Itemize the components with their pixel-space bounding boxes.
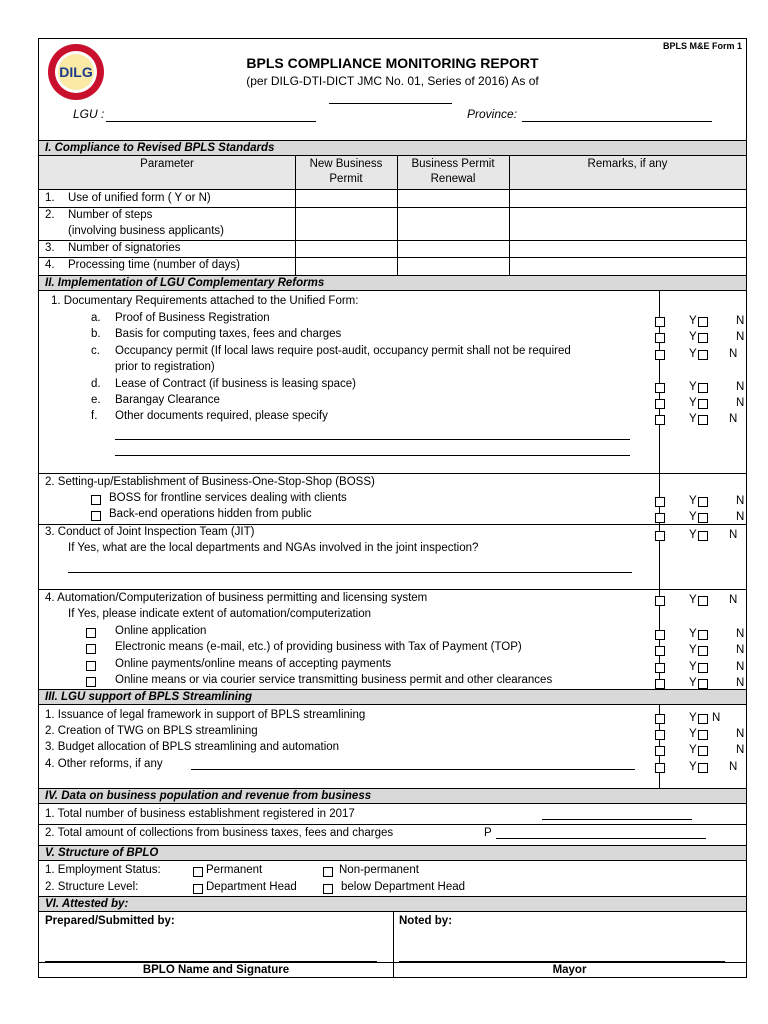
no-checkbox[interactable] <box>698 531 708 541</box>
option-below-department-head: below Department Head <box>341 881 466 893</box>
yes-label: Y <box>689 315 697 327</box>
bplo-name-signature: BPLO Name and Signature <box>142 964 290 976</box>
no-label: N <box>729 348 738 360</box>
yes-checkbox[interactable] <box>655 333 665 343</box>
no-label: N <box>736 728 745 740</box>
yes-checkbox[interactable] <box>655 415 665 425</box>
noted-by-label: Noted by: <box>399 915 453 927</box>
yes-label: Y <box>689 511 697 523</box>
no-label: N <box>736 744 745 756</box>
compliance-form <box>38 38 747 978</box>
sub-letter: f. <box>91 410 98 422</box>
item-automation: 4. Automation/Computerization of business permitting and licensing system <box>45 592 428 604</box>
no-label: N <box>736 677 745 689</box>
no-label: N <box>736 495 745 507</box>
item-jit: 3. Conduct of Joint Inspection Team (JIT) <box>45 526 255 538</box>
divider <box>509 156 510 275</box>
req-proof-of-registration: Proof of Business Registration <box>115 312 270 324</box>
no-label: N <box>736 331 745 343</box>
section-1-title: I. Compliance to Revised BPLS Standards <box>39 140 746 156</box>
req-lease-contract: Lease of Contract (if business is leasing space) <box>115 378 356 390</box>
no-checkbox[interactable] <box>698 497 708 507</box>
req-basis-for-taxes: Basis for computing taxes, fees and charges <box>115 328 342 340</box>
lgu-field[interactable] <box>106 121 316 122</box>
support-legal-framework: 1. Issuance of legal framework in support of BPLS streamlining <box>45 709 366 721</box>
no-checkbox[interactable] <box>698 763 708 773</box>
col-new-business-permit: New Business Permit <box>309 158 383 185</box>
yes-label: Y <box>689 413 697 425</box>
yes-label: Y <box>689 728 697 740</box>
boss-frontline: BOSS for frontline services dealing with clients <box>109 492 347 504</box>
form-number: BPLS M&E Form 1 <box>662 41 742 51</box>
no-label: N <box>729 413 738 425</box>
checkbox[interactable] <box>91 511 101 521</box>
no-label: N <box>712 712 721 724</box>
checkbox[interactable] <box>86 628 96 638</box>
yes-label: Y <box>689 529 697 541</box>
lgu-label: LGU : <box>73 107 105 121</box>
no-checkbox[interactable] <box>698 399 708 409</box>
option-department-head: Department Head <box>206 881 297 893</box>
checkbox-non-permanent[interactable] <box>323 867 333 877</box>
yes-checkbox[interactable] <box>655 531 665 541</box>
total-collections-field[interactable] <box>496 838 706 839</box>
total-collections: 2. Total amount of collections from business taxes, fees and charges <box>45 827 394 839</box>
row-num: 3. <box>45 242 55 254</box>
section-4-title: IV. Data on business population and revenue from business <box>39 788 746 804</box>
item-boss: 2. Setting-up/Establishment of Business-One-Stop-Shop (BOSS) <box>45 476 375 488</box>
no-checkbox[interactable] <box>698 317 708 327</box>
no-label: N <box>736 397 745 409</box>
as-of-field[interactable] <box>329 103 452 104</box>
section-3-title: III. LGU support of BPLS Streamlining <box>39 689 746 705</box>
mayor-label: Mayor <box>552 964 587 976</box>
yes-checkbox[interactable] <box>655 714 665 724</box>
dilg-logo <box>47 43 105 101</box>
no-checkbox[interactable] <box>698 350 708 360</box>
no-checkbox[interactable] <box>698 333 708 343</box>
yes-label: Y <box>689 712 697 724</box>
yes-checkbox[interactable] <box>655 596 665 606</box>
yes-label: Y <box>689 628 697 640</box>
row-num: 4. <box>45 259 55 271</box>
yes-checkbox[interactable] <box>655 763 665 773</box>
req-occupancy-permit: Occupancy permit (If local laws require post-audit, occupancy permit shall not be required <box>115 345 571 357</box>
col-remarks: Remarks, if any <box>587 158 668 170</box>
sub-letter: c. <box>91 345 100 357</box>
divider <box>39 589 746 590</box>
checkbox[interactable] <box>86 644 96 654</box>
yes-label: Y <box>689 761 697 773</box>
other-documents-field[interactable] <box>115 439 630 440</box>
yes-label: Y <box>689 594 697 606</box>
no-checkbox[interactable] <box>698 596 708 606</box>
no-label: N <box>736 661 745 673</box>
yes-checkbox[interactable] <box>655 497 665 507</box>
no-checkbox[interactable] <box>698 630 708 640</box>
support-budget: 3. Budget allocation of BPLS streamlining and automation <box>45 741 340 753</box>
no-label: N <box>729 594 738 606</box>
yes-checkbox[interactable] <box>655 399 665 409</box>
option-permanent: Permanent <box>206 864 263 876</box>
no-checkbox[interactable] <box>698 646 708 656</box>
yes-label: Y <box>689 744 697 756</box>
no-label: N <box>729 529 738 541</box>
checkbox-permanent[interactable] <box>193 867 203 877</box>
structure-level-label: 2. Structure Level: <box>45 881 139 893</box>
divider <box>295 156 296 275</box>
no-checkbox[interactable] <box>698 679 708 689</box>
yes-checkbox[interactable] <box>655 317 665 327</box>
row-num: 2. <box>45 209 55 221</box>
other-reforms-field[interactable] <box>191 769 635 770</box>
option-non-permanent: Non-permanent <box>339 864 419 876</box>
item-documentary-requirements: 1. Documentary Requirements attached to the Unified Form: <box>51 295 359 307</box>
yes-label: Y <box>689 397 697 409</box>
no-checkbox[interactable] <box>698 513 708 523</box>
province-label: Province: <box>467 107 518 121</box>
yes-checkbox[interactable] <box>655 513 665 523</box>
divider <box>39 189 746 190</box>
yes-label: Y <box>689 495 697 507</box>
yes-checkbox[interactable] <box>655 663 665 673</box>
no-label: N <box>729 761 738 773</box>
yes-checkbox[interactable] <box>655 383 665 393</box>
yes-checkbox[interactable] <box>655 746 665 756</box>
req-occupancy-permit-note: prior to registration) <box>115 361 215 373</box>
sub-letter: e. <box>91 394 101 406</box>
total-establishments-field[interactable] <box>542 819 692 820</box>
no-label: N <box>736 511 745 523</box>
yes-label: Y <box>689 661 697 673</box>
yes-checkbox[interactable] <box>655 730 665 740</box>
row-unified-form: Use of unified form ( Y or N) <box>68 192 211 204</box>
yes-label: Y <box>689 331 697 343</box>
auto-online-application: Online application <box>115 625 207 637</box>
no-label: N <box>736 628 745 640</box>
section-6-title: VI. Attested by: <box>39 896 746 912</box>
prepared-by-label: Prepared/Submitted by: <box>45 915 175 927</box>
auto-courier-permit: Online means or via courier service transmitting business permit and other clearances <box>115 674 553 686</box>
checkbox-department-head[interactable] <box>193 884 203 894</box>
no-label: N <box>736 315 745 327</box>
support-twg: 2. Creation of TWG on BPLS streamlining <box>45 725 258 737</box>
no-checkbox[interactable] <box>698 730 708 740</box>
auto-online-payments: Online payments/online means of accepting payments <box>115 658 392 670</box>
divider <box>39 824 746 825</box>
no-checkbox[interactable] <box>698 383 708 393</box>
yes-checkbox[interactable] <box>655 630 665 640</box>
req-other-documents: Other documents required, please specify <box>115 410 328 422</box>
checkbox[interactable] <box>86 677 96 687</box>
row-number-of-steps-note: (involving business applicants) <box>68 225 224 237</box>
automation-question: If Yes, please indicate extent of automation/computerization <box>68 608 372 620</box>
no-checkbox[interactable] <box>698 746 708 756</box>
divider <box>39 473 746 474</box>
col-business-permit-renewal: Business Permit Renewal <box>411 158 495 185</box>
section-5-title: V. Structure of BPLO <box>39 845 746 861</box>
auto-electronic-top: Electronic means (e-mail, etc.) of providing business with Tax of Payment (TOP) <box>115 641 522 653</box>
other-documents-field[interactable] <box>115 455 630 456</box>
col-parameter: Parameter <box>140 158 194 170</box>
row-processing-time: Processing time (number of days) <box>68 259 240 271</box>
req-barangay-clearance: Barangay Clearance <box>115 394 220 406</box>
peso-sign: P <box>484 827 492 839</box>
jit-answer-field[interactable] <box>68 572 632 573</box>
no-checkbox[interactable] <box>698 415 708 425</box>
boss-backend: Back-end operations hidden from public <box>109 508 312 520</box>
sub-letter: d. <box>91 378 101 390</box>
yes-checkbox[interactable] <box>655 679 665 689</box>
no-checkbox[interactable] <box>698 663 708 673</box>
checkbox[interactable] <box>91 495 101 505</box>
sub-letter: a. <box>91 312 101 324</box>
support-other-reforms: 4. Other reforms, if any <box>45 758 163 770</box>
no-label: N <box>736 381 745 393</box>
form-title: BPLS COMPLIANCE MONITORING REPORT <box>246 55 539 71</box>
logo-text: DILG <box>59 64 93 80</box>
sub-letter: b. <box>91 328 101 340</box>
yes-label: Y <box>689 644 697 656</box>
total-business-establishments: 1. Total number of business establishment registered in 2017 <box>45 808 355 820</box>
yes-checkbox[interactable] <box>655 646 665 656</box>
yes-checkbox[interactable] <box>655 350 665 360</box>
no-label: N <box>736 644 745 656</box>
row-number-of-signatories: Number of signatories <box>68 242 181 254</box>
province-field[interactable] <box>522 121 712 122</box>
row-number-of-steps: Number of steps <box>68 209 153 221</box>
checkbox-below-department-head[interactable] <box>323 884 333 894</box>
yes-label: Y <box>689 677 697 689</box>
form-subtitle: (per DILG-DTI-DICT JMC No. 01, Series of 2016) As of <box>246 74 539 88</box>
section-2-title: II. Implementation of LGU Complementary Reforms <box>39 275 746 291</box>
row-num: 1. <box>45 192 55 204</box>
employment-status-label: 1. Employment Status: <box>45 864 161 876</box>
yes-label: Y <box>689 348 697 360</box>
checkbox[interactable] <box>86 661 96 671</box>
yes-label: Y <box>689 381 697 393</box>
jit-question: If Yes, what are the local departments and NGAs involved in the joint inspection? <box>68 542 479 554</box>
no-checkbox[interactable] <box>698 714 708 724</box>
divider <box>397 156 398 275</box>
